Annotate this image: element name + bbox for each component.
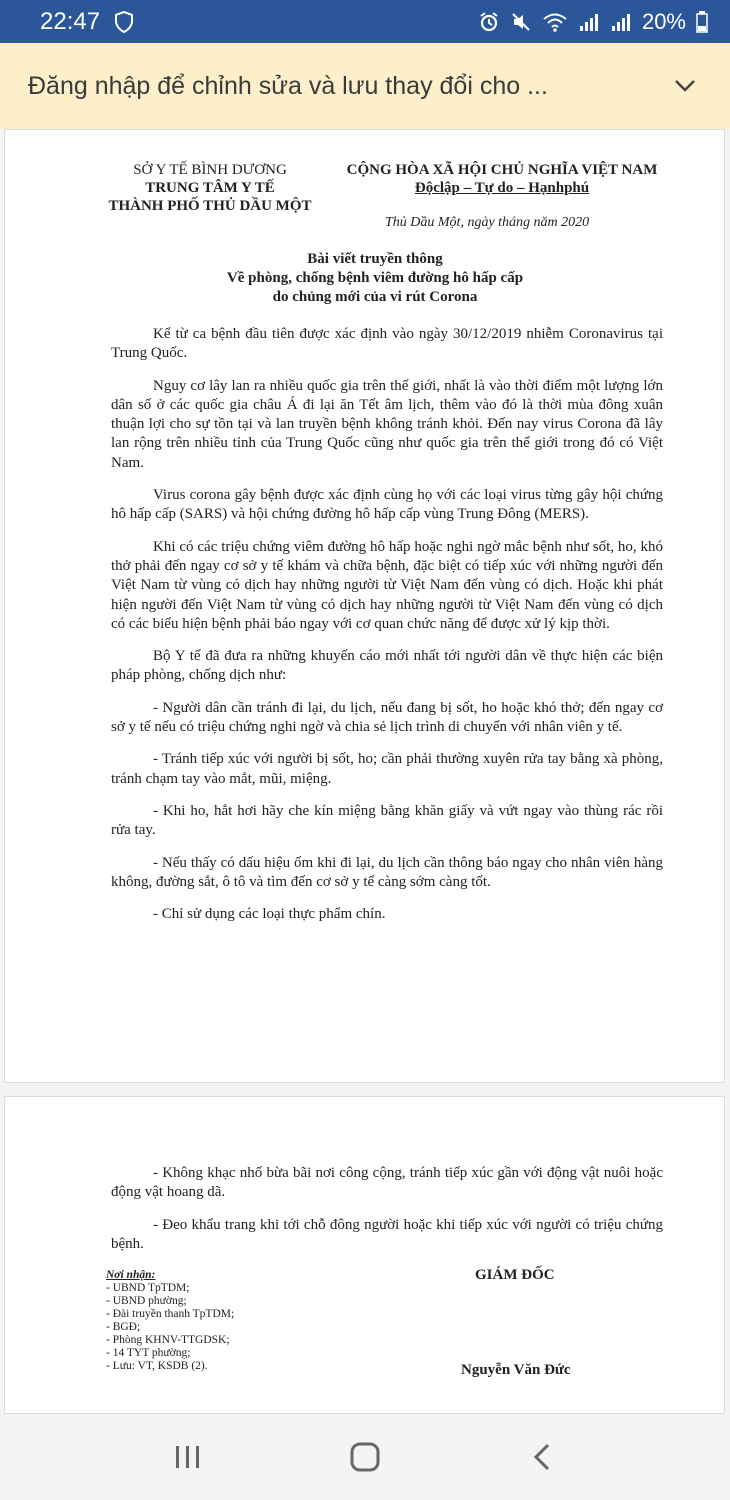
recipient-item: - BGĐ;: [106, 1321, 141, 1333]
paragraph: Khi có các triệu chứng viêm đường hô hấp hoặc nghi ngờ mắc bệnh như sốt, ho, khó thở phải đến ngay cơ sở y tế khám và chữa bệnh, đặc biệt có tiếp xúc với những người đến Việt Nam từ vùng có dịch hay những người từ Việt Nam đến vùng có dịch. Hoặc khi phát hiện người đến Việt Nam từ vùng có dịch hay những người từ Việt Nam đến vùng có dịch có các biểu hiện bệnh phải báo ngay với cơ quan chức năng để được xử lý kịp thời.: [111, 538, 663, 632]
back-button[interactable]: [512, 1427, 572, 1487]
battery-icon: [696, 11, 708, 33]
home-button[interactable]: [335, 1427, 395, 1487]
home-icon: [349, 1441, 381, 1473]
paragraph: - Nếu thấy có dấu hiệu ốm khi đi lại, du lịch cần thông báo ngay cho nhân viên hàng không, đường sắt, ô tô và tìm đến cơ sở y tế càng sớm càng tốt.: [111, 854, 663, 890]
recent-apps-button[interactable]: [158, 1427, 218, 1487]
recipient-item: - 14 TYT phường;: [106, 1347, 191, 1359]
paragraph: Virus corona gây bệnh được xác định cùng họ với các loại virus từng gây hội chứng hô hấp cấp (SARS) và hội chứng đường hô hấp cấp vùng Trung Đông (MERS).: [111, 487, 663, 523]
chevron-down-icon[interactable]: [670, 71, 700, 101]
paragraph: - Tránh tiếp xúc với người bị sốt, ho; cần phải thường xuyên rửa tay bằng xà phòng, tránh chạm tay vào mắt, mũi, miệng.: [111, 751, 663, 787]
header-right: [327, 161, 677, 197]
paragraph: - Không khạc nhổ bừa bãi nơi công cộng, tránh tiếp xúc gần với động vật nuôi hoặc động vật hoang dã.: [111, 1165, 663, 1201]
recipient-item: - UBND phường;: [106, 1295, 187, 1307]
banner-text[interactable]: Đăng nhập để chỉnh sửa và lưu thay đổi cho ...: [28, 71, 548, 100]
battery-percent: 20%: [641, 8, 686, 34]
recipient-item: - UBND TpTDM;: [106, 1282, 190, 1294]
document-page-1: [4, 129, 725, 1083]
document-body: [111, 325, 663, 937]
sign-in-banner[interactable]: [0, 43, 730, 129]
paragraph: Kể từ ca bệnh đầu tiên được xác định vào ngày 30/12/2019 nhiễm Coronavirus tại Trung Quốc.: [111, 326, 663, 362]
alarm-icon: [478, 11, 500, 33]
document-body-page2: [111, 1164, 663, 1267]
recipient-item: - Đài truyền thanh TpTDM;: [106, 1308, 235, 1320]
paragraph: - Khi ho, hắt hơi hãy che kín miệng bằng khăn giấy và vứt ngay vào thùng rác rồi rửa tay.: [111, 802, 663, 839]
title-line2: Về phòng, chống bệnh viêm đường hô hấp cấp: [226, 270, 524, 286]
navigation-bar: [0, 1414, 730, 1500]
paragraph: - Chỉ sử dụng các loại thực phẩm chín.: [153, 906, 386, 923]
recipients-label: Nơi nhận:: [106, 1269, 156, 1281]
dateline: Thủ Dầu Một, ngày tháng năm 2020: [385, 215, 590, 230]
wifi-icon: [542, 11, 568, 33]
paragraph: - Đeo khẩu trang khi tới chỗ đông người hoặc khi tiếp xúc với người có triệu chứng bệnh.: [111, 1216, 663, 1252]
recipient-item: - Lưu: VT, KSDB (2).: [106, 1360, 208, 1372]
signer-name: Nguyễn Văn Đức: [461, 1362, 571, 1378]
document-title: [95, 250, 655, 307]
mute-icon: [510, 11, 532, 33]
recipients-block: [106, 1269, 366, 1373]
signal-icon-2: [610, 11, 632, 33]
title-line3: do chủng mới của vi rút Corona: [272, 289, 478, 305]
header-right-line2: Độclập – Tự do – Hạnhphú: [414, 180, 590, 196]
header-left-line2: TRUNG TÂM Y TẾ: [145, 180, 275, 196]
paragraph: Bộ Y tế đã đưa ra những khuyến cáo mới nhất tới người dân về thực hiện các biện pháp phòng, chống dịch như:: [111, 648, 663, 684]
document-page-2: [4, 1096, 725, 1414]
recipient-item: - Phòng KHNV-TTGDSK;: [106, 1334, 230, 1346]
status-time: 22:47: [40, 7, 101, 35]
title-line1: Bài viết truyền thông: [307, 251, 443, 267]
shield-icon: [114, 11, 134, 33]
director-title: GIÁM ĐỐC: [475, 1267, 555, 1283]
back-icon: [532, 1442, 552, 1472]
paragraph: Nguy cơ lây lan ra nhiều quốc gia trên thế giới, nhất là vào thời điểm một lượng lớn dân số ở các quốc gia châu Á đi lại ăn Tết âm lịch, thêm vào đó là thời mùa đông xuân thuận lợi cho sự tồn tại và lan truyền bệnh không tránh khỏi. Đến nay virus Corona đã lây lan rộng trên nhiều tỉnh của Trung Quốc cũng như quốc gia trên thế giới trong đó có Việt Nam.: [111, 377, 663, 471]
header-left-line1: SỞ Y TẾ BÌNH DƯƠNG: [133, 162, 287, 178]
recent-apps-icon: [173, 1443, 203, 1471]
header-left: [90, 161, 330, 215]
status-bar: [0, 0, 730, 43]
header-left-line3: THÀNH PHỐ THỦ DẦU MỘT: [108, 198, 312, 214]
paragraph: - Người dân cần tránh đi lại, du lịch, nếu đang bị sốt, ho hoặc khó thở; đến ngay cơ sở y tế nếu có triệu chứng nghi ngờ và chia sẻ lịch trình di chuyển với nhân viên y tế.: [111, 699, 663, 736]
header-right-line1: CỘNG HÒA XÃ HỘI CHỦ NGHĨA VIỆT NAM: [346, 162, 658, 178]
signal-icon: [578, 11, 600, 33]
